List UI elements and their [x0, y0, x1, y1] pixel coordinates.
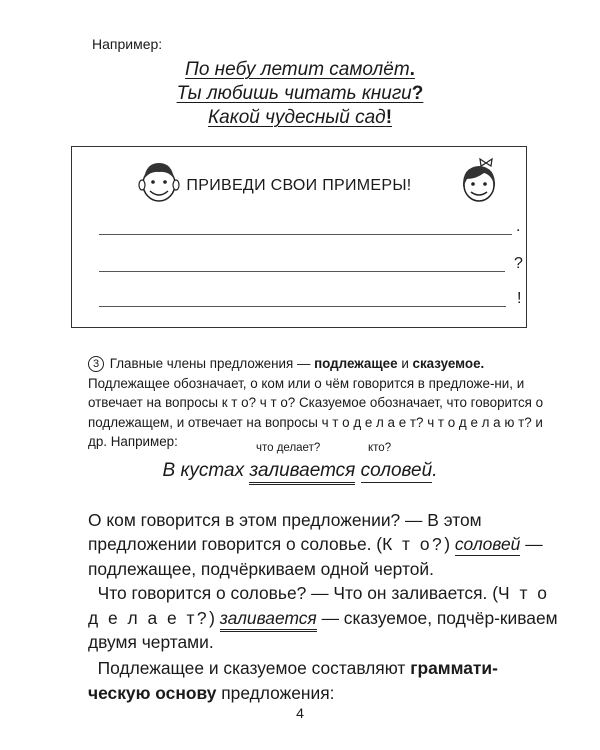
example-line: Ты любишь читать книги?	[176, 83, 424, 104]
example-line: По небу летит самолёт.	[185, 59, 415, 80]
paragraph: О ком говорится в этом предложении? — В этом предложении говорится о соловье. (К т о?) соловей — подлежащее, подчёркиваем одной чертой.	[88, 510, 543, 579]
predicate-question: что делает?	[256, 442, 321, 454]
example-sentence: В кустах заливается соловей.	[0, 460, 600, 482]
intro-label: Например:	[92, 36, 163, 52]
section-3-rule: 3 Главные члены предложения — подлежащее и сказуемое. Подлежащее обозначает, о ком или о чём говорится в предложе-ни, и отвечает на вопросы к т о? ч т о? Сказуемое обозначает, что говорится о подлежащем, и отвечает на вопросы ч т о д е л а е т? ч т о д е л а ю т? и др. Например:	[88, 356, 544, 450]
subject-word: соловей	[360, 460, 433, 481]
line-end-mark: ?	[514, 255, 523, 272]
paragraph: Подлежащее и сказуемое составляют граммати-ческую основу предложения:	[88, 658, 498, 703]
exercise-box	[71, 146, 527, 328]
example-line: Какой чудесный сад!	[207, 107, 393, 128]
answer-line[interactable]	[99, 271, 505, 272]
explanation-text	[88, 508, 558, 705]
line-end-mark: !	[517, 290, 522, 307]
subject-question: кто?	[368, 442, 392, 454]
girl-face-icon	[456, 157, 502, 207]
line-end-mark: .	[516, 218, 521, 235]
exercise-title: ПРИВЕДИ СВОИ ПРИМЕРЫ!	[186, 177, 412, 194]
page-number: 4	[296, 705, 304, 721]
paragraph: Что говорится о соловье? — Что он заливается. (Ч т о д е л а е т?) заливается — сказуемое, подчёр-киваем двумя чертами.	[88, 583, 558, 653]
answer-line[interactable]	[99, 306, 506, 307]
section-number: 3	[88, 356, 104, 372]
answer-line[interactable]	[99, 234, 512, 235]
predicate-word: заливается	[249, 460, 355, 485]
example-sentences	[0, 58, 600, 130]
